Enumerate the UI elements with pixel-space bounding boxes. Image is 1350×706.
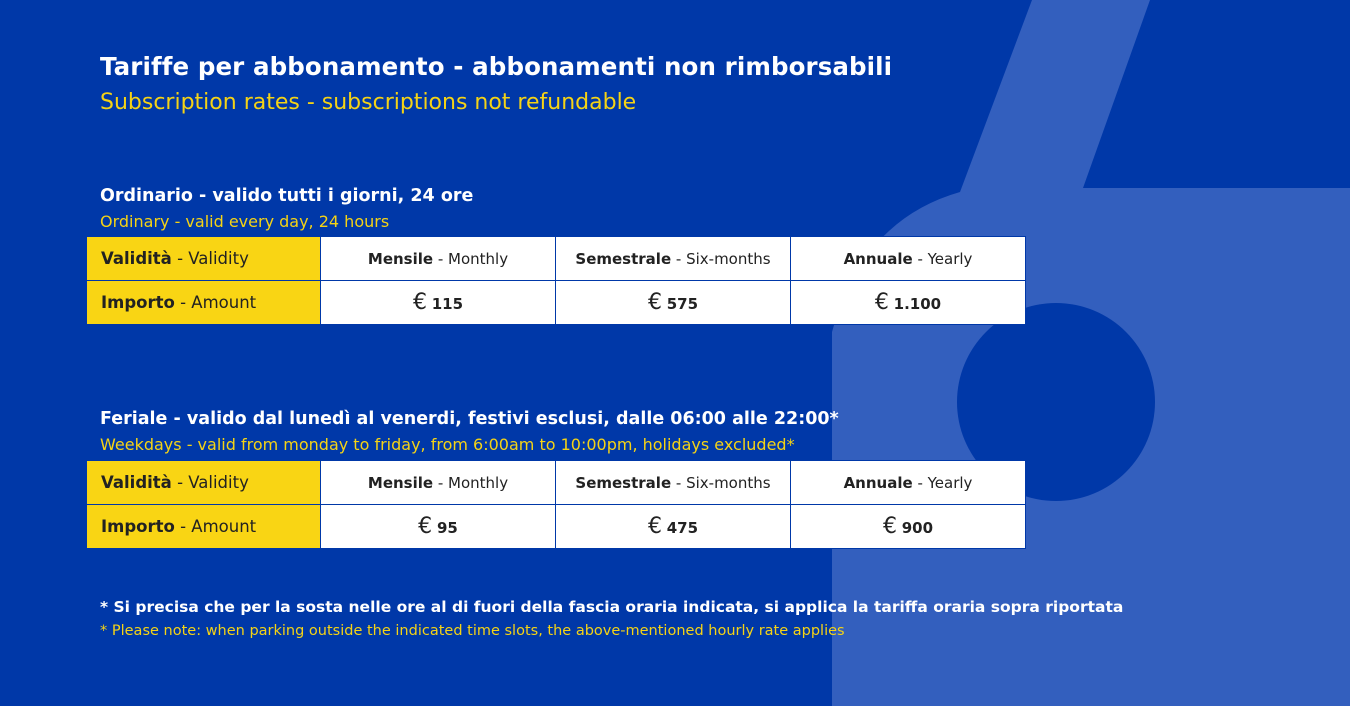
column-header-yearly: Annuale - Yearly bbox=[791, 461, 1026, 505]
column-header-yearly: Annuale - Yearly bbox=[791, 237, 1026, 281]
section-subtitle-weekdays: Weekdays - valid from monday to friday, from 6:00am to 10:00pm, holidays excluded* bbox=[100, 435, 795, 454]
price-yearly: € 900 bbox=[791, 505, 1026, 549]
table-row-amount bbox=[87, 281, 1026, 325]
rates-table-weekdays bbox=[86, 460, 1026, 549]
page-title: Tariffe per abbonamento - abbonamenti non rimborsabili bbox=[100, 52, 893, 81]
table-row-validity bbox=[87, 461, 1026, 505]
price-six-months: € 475 bbox=[556, 505, 791, 549]
section-title-ordinary: Ordinario - valido tutti i giorni, 24 ore bbox=[100, 186, 474, 206]
rates-table-ordinary bbox=[86, 236, 1026, 325]
table-row-amount bbox=[87, 505, 1026, 549]
column-header-monthly: Mensile - Monthly bbox=[321, 461, 556, 505]
section-subtitle-ordinary: Ordinary - valid every day, 24 hours bbox=[100, 212, 390, 231]
column-header-six-months: Semestrale - Six-months bbox=[556, 461, 791, 505]
footnote-english: * Please note: when parking outside the indicated time slots, the above-mentioned hourly rate applies bbox=[100, 623, 845, 639]
table-row-validity bbox=[87, 237, 1026, 281]
footnote-italian: * Si precisa che per la sosta nelle ore al di fuori della fascia oraria indicata, si applica la tariffa oraria sopra riportata bbox=[100, 598, 1124, 616]
amount-label-cell: Importo - Amount bbox=[87, 281, 321, 325]
amount-label-cell: Importo - Amount bbox=[87, 505, 321, 549]
price-monthly: € 115 bbox=[321, 281, 556, 325]
price-yearly: € 1.100 bbox=[791, 281, 1026, 325]
section-title-weekdays: Feriale - valido dal lunedì al venerdi, festivi esclusi, dalle 06:00 alle 22:00* bbox=[100, 409, 839, 429]
validity-label-cell: Validità - Validity bbox=[87, 237, 321, 281]
column-header-monthly: Mensile - Monthly bbox=[321, 237, 556, 281]
validity-label-cell: Validità - Validity bbox=[87, 461, 321, 505]
column-header-six-months: Semestrale - Six-months bbox=[556, 237, 791, 281]
price-six-months: € 575 bbox=[556, 281, 791, 325]
price-monthly: € 95 bbox=[321, 505, 556, 549]
page-subtitle: Subscription rates - subscriptions not refundable bbox=[100, 90, 637, 115]
